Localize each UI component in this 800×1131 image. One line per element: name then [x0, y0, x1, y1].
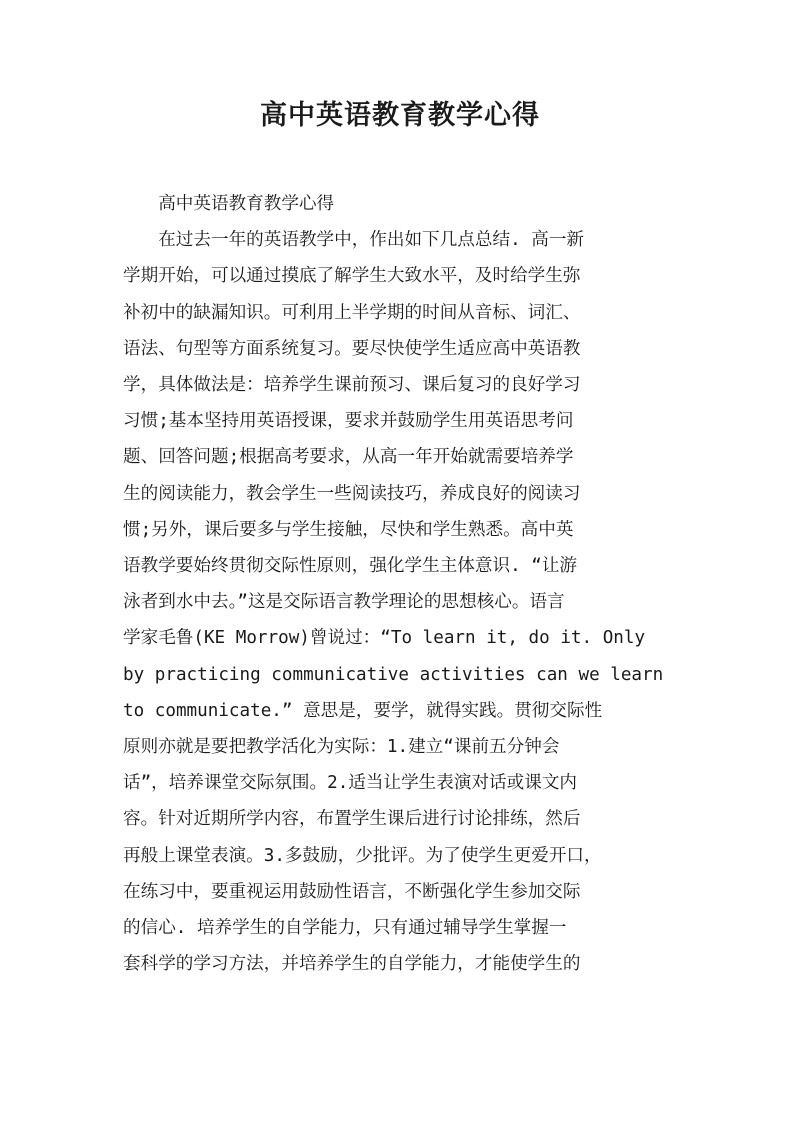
- paragraph-line: 语法、句型等方面系统复习。要尽快使学生适应高中英语教: [123, 338, 581, 359]
- paragraph-line: 学，具体做法是：培养学生课前预习、课后复习的良好学习: [123, 375, 581, 395]
- paragraph-line: 语教学要始终贯彻交际性原则，强化学生主体意识. “让游: [123, 556, 578, 576]
- paragraph-line: 再般上课堂表演。3.多鼓励，少批评。为了使学生更爱开口，: [123, 845, 602, 866]
- paragraph-line: 题、回答问题;根据高考要求，从高一年开始就需要培养学: [123, 447, 574, 468]
- document-title: 高中英语教育教学心得: [260, 100, 540, 131]
- paragraph-line: 生的阅读能力，教会学生一些阅读技巧，养成良好的阅读习: [123, 483, 581, 504]
- paragraph-line: 在过去一年的英语教学中，作出如下几点总结. 高一新: [123, 230, 585, 251]
- paragraph-line: 套科学的学习方法，并培养学生的自学能力，才能使学生的: [123, 954, 581, 975]
- paragraph-line: 原则亦就是要把教学活化为实际：1.建立“课前五分钟会: [123, 737, 560, 757]
- paragraph-line: 话”，培养课堂交际氛围。2.适当让学生表演对话或课文内: [123, 773, 578, 794]
- paragraph-line: by practicing communicative activities can we learn: [123, 664, 664, 685]
- paragraph-line: 习惯;基本坚持用英语授课，要求并鼓励学生用英语思考问: [123, 411, 574, 432]
- paragraph-line: 补初中的缺漏知识。可利用上半学期的时间从音标、词汇、: [123, 302, 581, 323]
- paragraph-line: 惯;另外，课后要多与学生接触，尽快和学生熟悉。高中英: [123, 519, 574, 540]
- paragraph-line: 的信心. 培养学生的自学能力，只有通过辅导学生掌握一: [123, 918, 567, 938]
- paragraph-line: 泳者到水中去。”这是交际语言教学理论的思想核心。语言: [123, 592, 565, 613]
- paragraph-line: 容。针对近期所学内容，布置学生课后进行讨论排练，然后: [123, 809, 581, 830]
- paragraph-line: 学期开始，可以通过摸底了解学生大致水平，及时给学生弥: [123, 266, 581, 287]
- document-subtitle-line: 高中英语教育教学心得: [123, 194, 335, 214]
- paragraph-line: 在练习中，要重视运用鼓励性语言，不断强化学生参加交际: [123, 881, 581, 902]
- paragraph-line: 学家毛鲁(KE Morrow)曾说过：“To learn it, do it. Only: [123, 628, 646, 649]
- paragraph-line: to communicate.” 意思是，要学，就得实践。贯彻交际性: [123, 700, 603, 721]
